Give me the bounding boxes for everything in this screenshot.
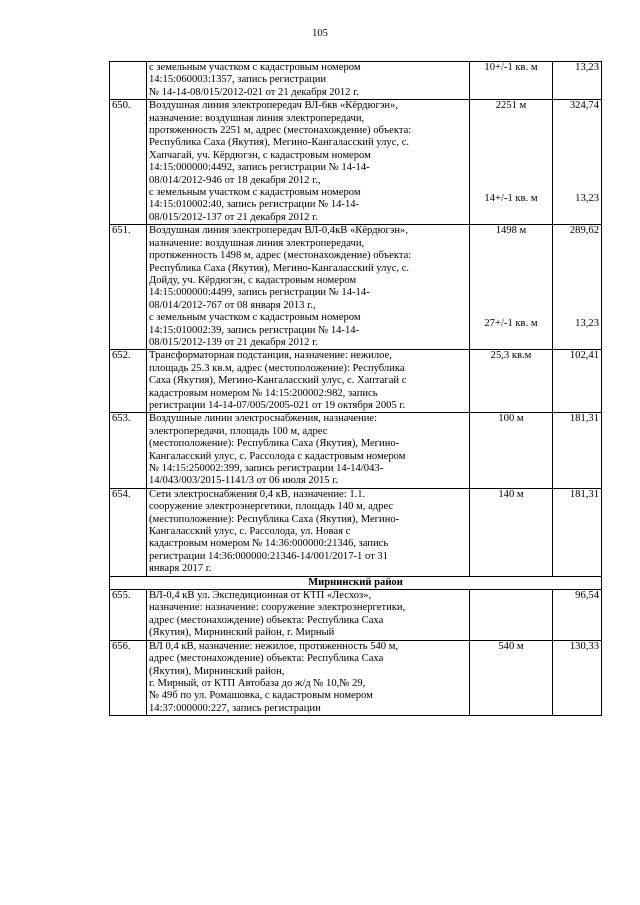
row-quantity: 540 м	[470, 640, 553, 715]
row-description: Воздушные линии электроснабжения, назначение: электропередачи, площадь 100 м, адрес (местоположение): Республика Саха (Якутия), Мегино- Кангаласский улус, с. Рассолода с кадастровым номером № 14:15:250002:399, запись регистрации 14-14/043- 14/043/003/2015-1141/3 от 06 июля 2015 г.	[147, 413, 470, 488]
row-quantity: 25,3 кв.м	[470, 350, 553, 413]
table-row	[110, 62, 602, 100]
row-quantity: 1498 м 27+/-1 кв. м	[470, 225, 553, 350]
row-cost: 96,54	[553, 590, 602, 641]
row-quantity	[470, 590, 553, 641]
row-cost: 130,33	[553, 640, 602, 715]
row-description: Сети электроснабжения 0,4 кВ, назначение: 1.1. сооружение электроэнергетики, площадь 140 м, адрес (местоположение): Республика Саха (Якутия), Мегино- Кангаласский улус, с. Рассолода, ул. Новая с кадастровым номером № 14:36:000000:21346, запись регистрации 14:36:000000:21346-14/001/2017-1 от 31 января 2017 г.	[147, 488, 470, 576]
row-quantity: 140 м	[470, 488, 553, 576]
section-row	[110, 576, 602, 589]
section-title: Мирнинский район	[110, 576, 602, 589]
row-description: Воздушная линия электропередач ВЛ-6кв «Кёрдюгэн», назначение: воздушная линия электропередачи, протяженность 2251 м, адрес (местонахождение) объекта: Республика Саха (Якутия), Мегино-Кангаласский улус, с. Хапчагай, уч. Кёрдюгэн, с кадастровым номером 14:15:000000:4492, запись регистрации № 14-14- 08/014/2012-946 от 18 декабря 2012 г., с земельным участком с кадастровым номером 14:15:010002:40, запись регистрации № 14-14- 08/015/2012-137 от 21 декабря 2012 г.	[147, 100, 470, 225]
table-row	[110, 413, 602, 488]
row-cost: 324,74 13,23	[553, 100, 602, 225]
row-number: 656.	[110, 640, 147, 715]
row-quantity: 2251 м 14+/-1 кв. м	[470, 100, 553, 225]
page-number: 105	[312, 28, 328, 39]
row-quantity: 10+/-1 кв. м	[470, 62, 553, 100]
row-cost: 289,62 13,23	[553, 225, 602, 350]
table-row	[110, 100, 602, 225]
row-number: 655.	[110, 590, 147, 641]
row-description: ВЛ-0,4 кВ ул. Экспедиционная от КТП «Лесхоз», назначение: назначение: сооружение электроэнергетики, адрес (местонахождение) объекта: Республика Саха (Якутия), Мирнинский район, г. Мирный	[147, 590, 470, 641]
property-table	[109, 61, 602, 716]
row-description: ВЛ 0,4 кВ, назначение: нежилое, протяженность 540 м, адрес (местонахождение) объекта: Республика Саха (Якутия), Мирнинский район, г. Мирный, от КТП Автобаза до ж/д № 10,№ 29, № 49б по ул. Ромашовка, с кадастровым номером 14:37:000000:227, запись регистрации	[147, 640, 470, 715]
row-number: 652.	[110, 350, 147, 413]
table-row	[110, 590, 602, 641]
table-row	[110, 488, 602, 576]
row-description: Воздушная линия электропередач ВЛ-0,4кВ «Кёрдюгэн», назначение: воздушная линия электропередачи, протяженность 1498 м, адрес (местонахождение) объекта: Республика Саха (Якутия), Мегино-Кангаласский улус, с. Дойду, уч. Кёрдюгэн, с кадастровым номером 14:15:000000:4499, запись регистрации № 14-14- 08/014/2012-767 от 08 января 2013 г., с земельным участком с кадастровым номером 14:15:010002:39, запись регистрации № 14-14- 08/015/2012-139 от 21 декабря 2012 г.	[147, 225, 470, 350]
table-row	[110, 225, 602, 350]
row-cost: 102,41	[553, 350, 602, 413]
row-cost: 13,23	[553, 62, 602, 100]
row-cost: 181,31	[553, 488, 602, 576]
row-number: 650.	[110, 100, 147, 225]
row-description: с земельным участком с кадастровым номером 14:15:060003:1357, запись регистрации № 14-14-08/015/2012-021 от 21 декабря 2012 г.	[147, 62, 470, 100]
row-number: 654.	[110, 488, 147, 576]
row-number	[110, 62, 147, 100]
row-quantity: 100 м	[470, 413, 553, 488]
table-row	[110, 350, 602, 413]
row-number: 651.	[110, 225, 147, 350]
table-row	[110, 640, 602, 715]
row-cost: 181,31	[553, 413, 602, 488]
row-number: 653.	[110, 413, 147, 488]
row-description: Трансформаторная подстанция, назначение: нежилое, площадь 25.3 кв.м, адрес (местоположение): Республика Саха (Якутия), Мегино-Кангаласский улус, с. Хаптагай с кадастровым номером № 14:15:200002:982, запись регистрации 14-14-07/005/2005-021 от 19 октября 2005 г.	[147, 350, 470, 413]
